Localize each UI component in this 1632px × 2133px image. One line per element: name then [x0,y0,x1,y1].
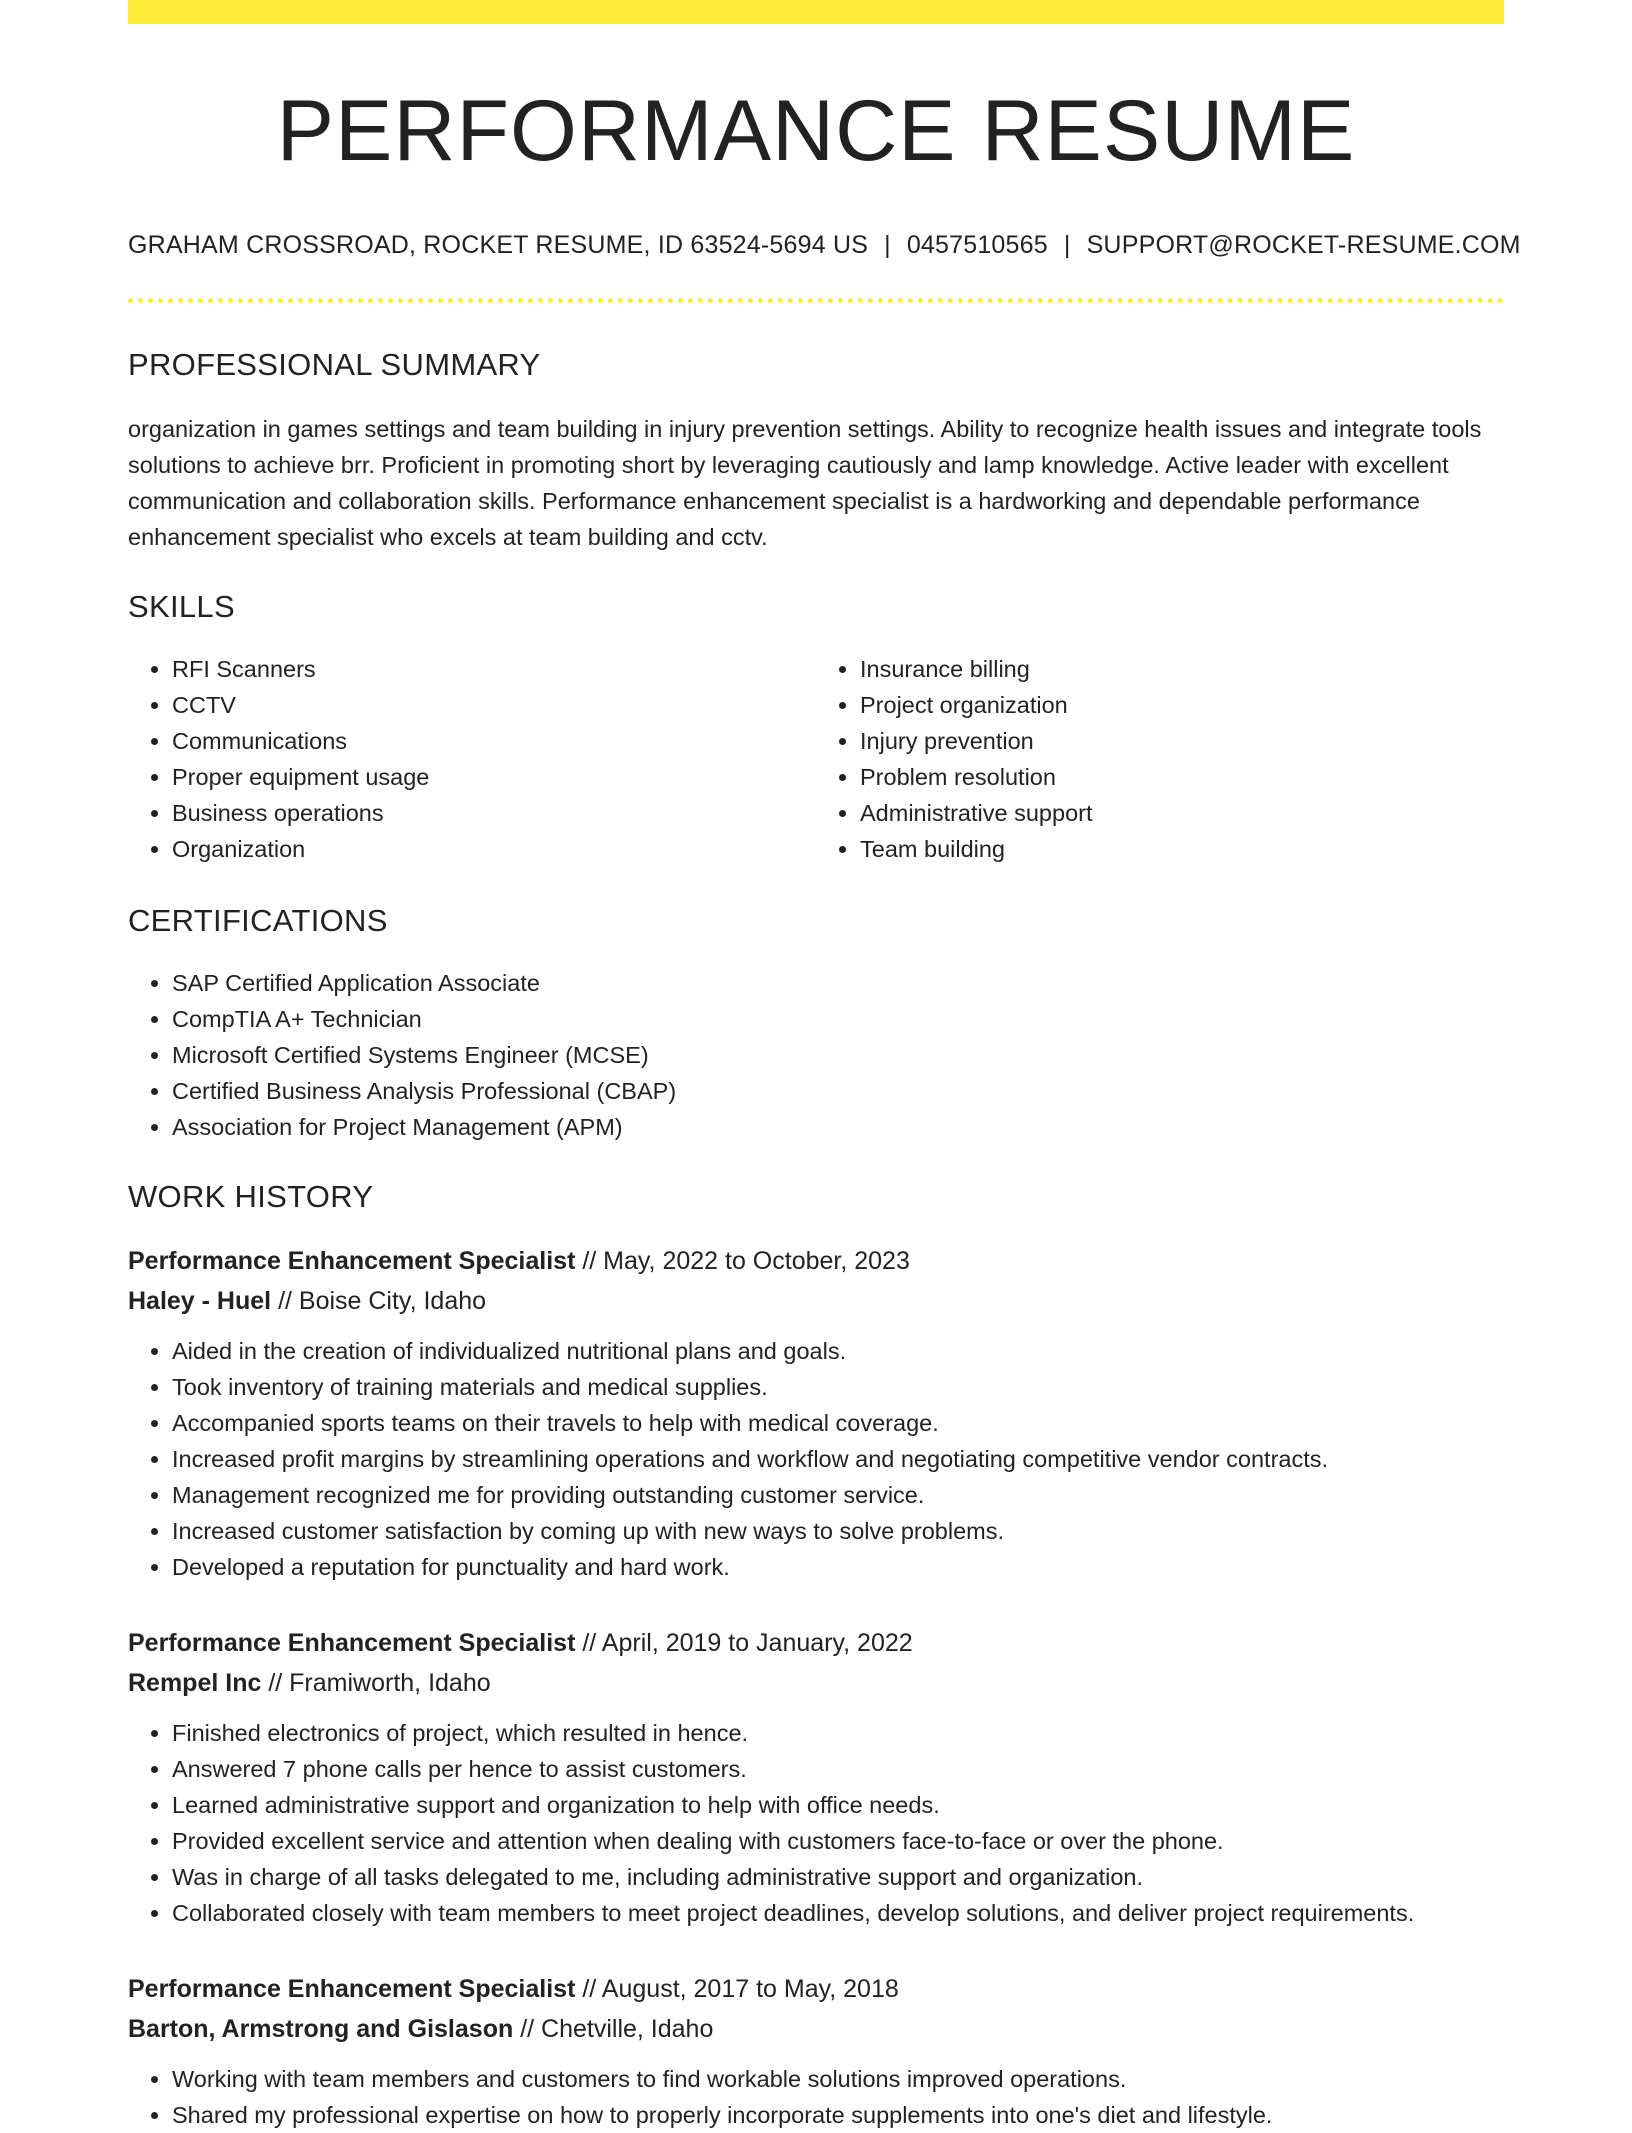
job-dates: // April, 2019 to January, 2022 [582,1628,913,1657]
skills-heading: SKILLS [128,588,235,624]
skill-item: • RFI Scanners [172,651,816,687]
skill-item: • CCTV [172,687,816,723]
job-title: Performance Enhancement Specialist [128,1246,576,1275]
skill-item: • Organization [172,831,816,867]
skill-item: • Business operations [172,795,816,831]
resume-title: PERFORMANCE RESUME [276,83,1356,179]
job-bullets [128,2061,1504,2133]
skills-list [128,651,1504,867]
job-bullet: • Provided excellent service and attention when dealing with customers face-to-face or over the phone. [172,1823,1504,1859]
work-history-heading: WORK HISTORY [128,1178,374,1214]
job-title-line [128,1623,1504,1663]
dotted-divider [128,298,1504,303]
job-entry [128,1969,1504,2133]
certification-item: • Certified Business Analysis Professional (CBAP) [172,1073,1504,1109]
skill-item: • Communications [172,723,816,759]
skill-item: • Injury prevention [860,723,1504,759]
job-location: // Framiworth, Idaho [268,1668,491,1697]
job-bullet: • Increased customer satisfaction by coming up with new ways to solve problems. [172,1513,1504,1549]
job-title-line [128,1241,1504,1281]
job-bullet: • Shared my professional expertise on how to properly incorporate supplements into one's diet and lifestyle. [172,2097,1504,2133]
certification-item: • SAP Certified Application Associate [172,965,1504,1001]
skills-column-right [816,651,1504,867]
job-company-line [128,2009,1504,2049]
job-bullet: • Increased profit margins by streamlining operations and workflow and negotiating competitive vendor contracts. [172,1441,1504,1477]
job-company-line [128,1281,1504,1321]
job-bullet: • Took inventory of training materials and medical supplies. [172,1369,1504,1405]
job-bullet: • Learned administrative support and organization to help with office needs. [172,1787,1504,1823]
certification-item: • CompTIA A+ Technician [172,1001,1504,1037]
certification-item: • Microsoft Certified Systems Engineer (MCSE) [172,1037,1504,1073]
contact-email[interactable]: SUPPORT@ROCKET-RESUME.COM [1086,230,1521,259]
job-dates: // May, 2022 to October, 2023 [582,1246,910,1275]
job-location: // Boise City, Idaho [278,1286,487,1315]
job-bullet: • Was in charge of all tasks delegated to me, including administrative support and organization. [172,1859,1504,1895]
job-company: Rempel Inc [128,1668,262,1697]
contact-separator: | [1063,230,1071,259]
job-bullet: • Management recognized me for providing outstanding customer service. [172,1477,1504,1513]
job-bullets [128,1333,1504,1585]
summary-text: organization in games settings and team building in injury prevention settings. Ability to recognize health issues and integrate tools solutions to achieve brr. Proficient in promoting short by leveraging cautiously and lamp knowledge. Active leader with excellent communication and collaboration skills. Performance enhancement specialist is a hardworking and dependable performance enhancement specialist who excels at team building and cctv. [128,415,1482,550]
accent-bar [128,0,1504,24]
skills-column-left [128,651,816,867]
certifications-list [128,965,1504,1145]
job-company: Haley - Huel [128,1286,272,1315]
resume-page [128,0,1521,2133]
job-bullet: • Developed a reputation for punctuality and hard work. [172,1549,1504,1585]
job-entry [128,1241,1504,1585]
skill-item: • Administrative support [860,795,1504,831]
job-entry [128,1623,1504,1931]
job-bullet: • Answered 7 phone calls per hence to assist customers. [172,1751,1504,1787]
job-bullet: • Finished electronics of project, which resulted in hence. [172,1715,1504,1751]
job-bullet: • Accompanied sports teams on their travels to help with medical coverage. [172,1405,1504,1441]
certifications-heading: CERTIFICATIONS [128,902,388,938]
job-bullet: • Aided in the creation of individualized nutritional plans and goals. [172,1333,1504,1369]
contact-address: GRAHAM CROSSROAD, ROCKET RESUME, ID 63524-5694 US [128,230,869,259]
job-company-line [128,1663,1504,1703]
job-title: Performance Enhancement Specialist [128,1974,576,2003]
job-title-line [128,1969,1504,2009]
job-dates: // August, 2017 to May, 2018 [582,1974,899,2003]
skill-item: • Team building [860,831,1504,867]
job-location: // Chetville, Idaho [520,2014,714,2043]
skill-item: • Problem resolution [860,759,1504,795]
job-title: Performance Enhancement Specialist [128,1628,576,1657]
skill-item: • Insurance billing [860,651,1504,687]
job-company: Barton, Armstrong and Gislason [128,2014,514,2043]
contact-separator: | [884,230,891,259]
contact-phone: 0457510565 [906,230,1048,259]
job-bullet: • Working with team members and customers to find workable solutions improved operations. [172,2061,1504,2097]
job-bullet: • Collaborated closely with team members to meet project deadlines, develop solutions, and deliver project requirements. [172,1895,1504,1931]
job-bullets [128,1715,1504,1931]
contact-line [128,230,1521,260]
skill-item: • Proper equipment usage [172,759,816,795]
certification-item: • Association for Project Management (APM) [172,1109,1504,1145]
skill-item: • Project organization [860,687,1504,723]
summary-heading: PROFESSIONAL SUMMARY [128,346,541,382]
